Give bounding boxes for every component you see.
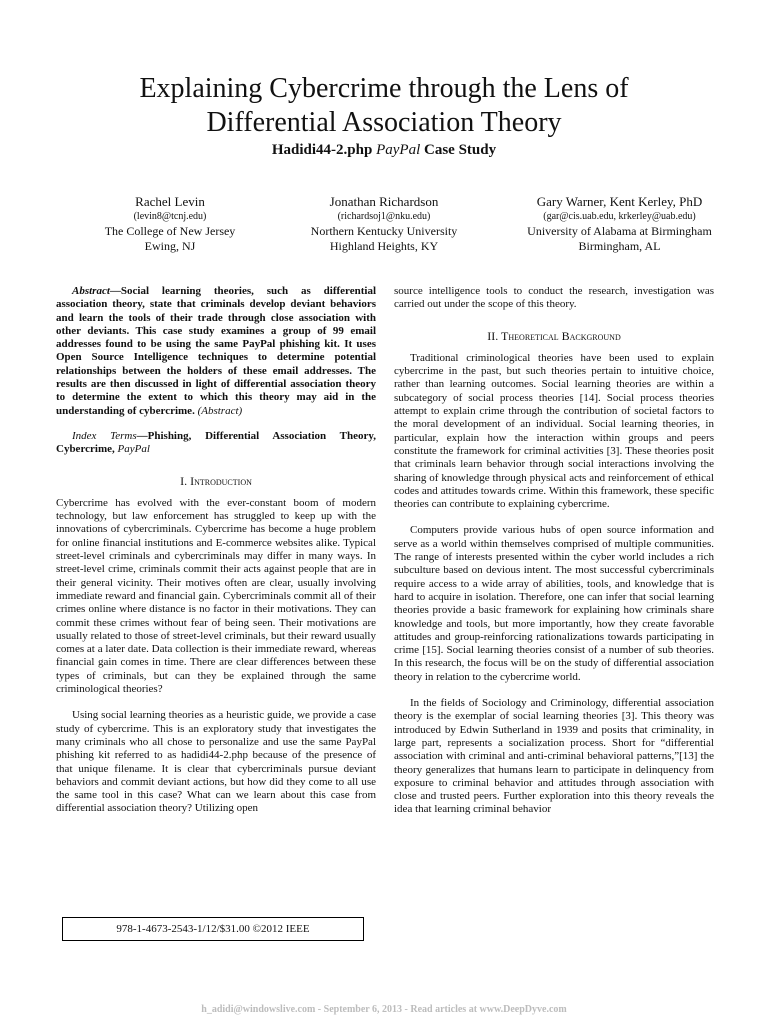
page-footer: h_adidi@windowslive.com - September 6, 2013 - Read articles at www.DeepDyve.com [201,1004,567,1015]
author-3 [507,193,732,254]
abstract-end: (Abstract) [197,404,243,417]
title-line-1: Explaining Cybercrime through the Lens of [139,73,629,104]
left-column [56,285,376,816]
author-block [0,193,768,263]
copyright-box: 978-1-4673-2543-1/12/$31.00 ©2012 IEEE [62,917,364,941]
author-name: Jonathan Richardson [329,194,439,209]
author-affiliation: Northern Kentucky University [310,224,458,238]
author-email: (richardsoj1@nku.edu) [337,211,431,222]
author-affiliation: The College of New Jersey [104,224,236,238]
author-location: Highland Heights, KY [329,239,439,253]
author-name: Rachel Levin [135,194,205,209]
section-heading-background: II. Theoretical Background [487,328,621,343]
index-terms-label: Index Terms [72,429,137,442]
paragraph: In the fields of Sociology and Criminology, differential association theory is the exemplar of social learning theories [3]. This theory was introduced by Edwin Sutherland in 1939 and posits that criminality, in large part, represents a socialization process. Short for “differential association with criminal and anti-criminal behavioral patterns,”[13] the theory generalizes that humans learn to participate in delinquency from exposure to criminal behavior and attitudes through association with close and trusted peers. Further exploration into this theory reveals the idea that learning criminal behavior [394,697,714,816]
right-column [394,285,714,817]
index-terms [56,430,376,457]
paragraph: Cybercrime has evolved with the ever-constant boom of modern technology, but law enforcement has struggled to keep up with the innovations of cybercriminals. Cybercrime has become a huge problem for online financial institutions and E-commerce websites alike. Typical street-level criminals and cybercriminals may differ in many ways. In street-level crime, criminals commit their acts against people that are in their general vicinity. Their motives often are clear, usually involving immediate reward and financial gain. Cybercriminals commit all of their crimes online where distance is no factor in their motivations. They can commit these crimes without fear of being seen. Their motivations are usually related to those of street-level criminals, but their reward usually comes at a later date. Data collection is their immediate reward, whereas financial gain comes in time. There are clear differences between these types of criminals, but can they be explained through the same criminological theories? [56,496,376,696]
author-email: (gar@cis.uab.edu, krkerley@uab.edu) [543,211,696,222]
paragraph: source intelligence tools to conduct the research, investigation was carried out under the scope of this theory. [394,285,714,311]
subtitle-suffix: Case Study [420,142,497,158]
paragraph: Computers provide various hubs of open source information and serve as a world within themselves comprised of multiple communities. The range of interests presented within the cyber world includes a rich subculture based on devious intent. The most successful cybercriminals require access to a wide array of abilities, tools, and knowledge that is hard to acquire in isolation. Therefore, one can infer that social learning theories provide a basic framework for explaining how criminals share knowledge and tools, but more importantly, how they create favorable attitudes and group-reinforcing rationalizations towards participating in crime [15]. Social learning theories consist of a number of sub theories. In this research, the focus will be on the study of differential association theory in relation to the cybercrime world. [394,524,714,683]
abstract-label: Abstract [72,285,110,297]
paper-title [40,72,728,140]
abstract-text: —Social learning theories, such as differential association theory, state that criminals develop deviant behaviors and learn the tools of their trade through close association with other deviants. This case study examines a group of 99 email addresses found to be using the same PayPal phishing kit. It uses Open Source Intelligence techniques to determine potential relationships between the holders of these email addresses. The results are then discussed in light of differential association theory to determine the extent to which this theory may aid in the understanding of cybercrime. [56,285,376,417]
author-location: Ewing, NJ [144,239,196,253]
author-email: (levin8@tcnj.edu) [133,211,207,222]
abstract [56,285,376,418]
paragraph: Traditional criminological theories have been used to explain cybercrime in the past, but such theories pertain to intuitive choice, rather than learning outcomes. Social learning theories are within a subcategory of social process theories [14]. Social process theories attempt to explain crime through the contribution of societal factors to the moral development of an individual. Social learning theories, in particular, explain how the interaction within groups and peers constitute the framework for criminal activities [3]. These theories posit that criminals learn behavior through social interactions involving the sharing of knowledge through physical acts and reinforcement of ethical codes and attitudes towards crime. Within this framework, these specific theories can contribute to explaining cybercrime. [394,351,714,511]
paragraph: Using social learning theories as a heuristic guide, we provide a case study of cybercrime. This is an exploratory study that investigates the many criminals who all chose to personalize and use the same PayPal phishing kit referred to as hadidi44-2.php because of the presence of that unique filename. It is clear that cybercriminals pursue deviant behaviors and commit deviant actions, but how did they come to all use the same tool in this case? What can we learn about this case from differential association theory? Utilizing open [56,709,376,815]
author-name: Gary Warner, Kent Kerley, PhD [536,194,703,209]
subtitle-prefix: Hadidi44-2.php [271,142,377,158]
title-line-2: Differential Association Theory [206,107,562,138]
index-terms-paypal: PayPal [117,443,150,456]
author-affiliation: University of Alabama at Birmingham [527,224,712,238]
section-heading-introduction: I. Introduction [180,473,252,488]
subtitle-paypal: PayPal [376,142,421,158]
author-1 [70,193,270,254]
author-2 [284,193,484,254]
paper-subtitle [0,142,768,159]
index-terms-text: —Phishing, Differential Association Theory, Cybercrime, [56,429,376,456]
author-location: Birmingham, AL [578,239,661,253]
